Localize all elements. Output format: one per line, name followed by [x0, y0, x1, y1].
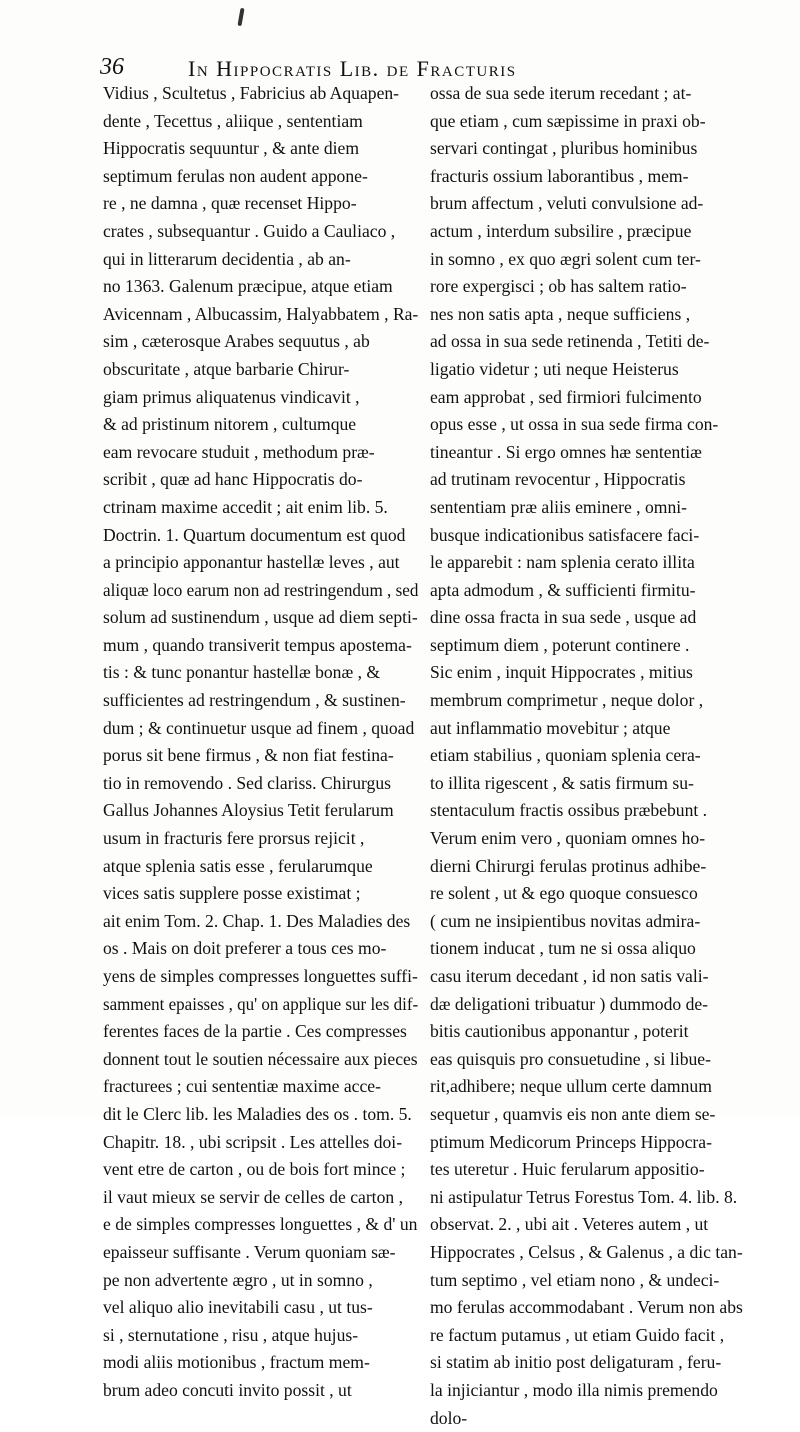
text-line: busque indicationibus satisfacere faci- — [430, 522, 790, 550]
text-line: vel aliquo alio inevitabili casu , ut tus- — [103, 1294, 418, 1322]
text-line: ptimum Medicorum Princeps Hippocra- — [430, 1129, 790, 1157]
text-line: porus sit bene firmus , & non fiat festina- — [103, 742, 418, 770]
text-line: actum , interdum subsilire , præcipue — [430, 218, 790, 246]
text-line: rit,adhibere; neque ullum certe damnum — [430, 1073, 790, 1101]
text-line: re , ne damna , quæ recenset Hippo- — [103, 190, 418, 218]
text-line: septimum diem , poterunt continere . — [430, 632, 790, 660]
text-line: tio in removendo . Sed clariss. Chirurgus — [103, 770, 418, 798]
text-line: la injiciantur , modo illa nimis premendo — [430, 1377, 790, 1405]
text-line: donnent tout le soutien nécessaire aux pieces — [103, 1046, 417, 1074]
text-line: ( cum ne insipientibus novitas admira- — [430, 908, 790, 936]
text-line: Doctrin. 1. Quartum documentum est quod — [103, 522, 418, 550]
text-line: brum affectum , veluti convulsione ad- — [430, 190, 790, 218]
text-line: dit le Clerc lib. les Maladies des os . tom. 5. — [103, 1101, 418, 1129]
text-line: aut inflammatio movebitur ; atque — [430, 715, 790, 743]
text-line: dierni Chirurgi ferulas protinus adhibe- — [430, 853, 790, 881]
text-line: le apparebit : nam splenia cerato illita — [430, 549, 790, 577]
text-line: si statim ab initio post deligaturam , feru- — [430, 1349, 790, 1377]
text-line: casu iterum decedant , id non satis vali- — [430, 963, 790, 991]
text-line: dum ; & continuetur usque ad finem , quoad — [103, 715, 418, 743]
text-line: que etiam , cum sæpissime in praxi ob- — [430, 108, 790, 136]
text-line: atque splenia satis esse , ferularumque — [103, 853, 418, 881]
text-line: ctrinam maxime accedit ; ait enim lib. 5. — [103, 494, 418, 522]
text-line: il vaut mieux se servir de celles de carton , — [103, 1184, 418, 1212]
text-line: eas quisquis pro consuetudine , si libue- — [430, 1046, 790, 1074]
text-line: eam revocare studuit , methodum præ- — [103, 439, 418, 467]
page-number: 36 — [100, 54, 124, 81]
text-line: in somno , ex quo ægri solent cum ter- — [430, 246, 790, 274]
text-line: vent etre de carton , ou de bois fort mince ; — [103, 1156, 418, 1184]
text-line: os . Mais on doit preferer a tous ces mo- — [103, 935, 418, 963]
text-line: re solent , ut & ego quoque consuesco — [430, 880, 790, 908]
text-line: dine ossa fracta in sua sede , usque ad — [430, 604, 790, 632]
text-line: tum septimo , vel etiam nono , & undeci- — [430, 1267, 790, 1295]
page-header — [100, 52, 790, 82]
text-line: a principio apponantur hastellæ leves , aut — [103, 549, 418, 577]
text-line: tes uteretur . Huic ferularum appositio- — [430, 1156, 790, 1184]
text-line: sententiam præ aliis eminere , omni- — [430, 494, 790, 522]
text-line: Gallus Johannes Aloysius Tetit ferularum — [103, 797, 418, 825]
text-line: opus esse , ut ossa in sua sede firma con- — [430, 411, 790, 439]
text-line: apta admodum , & sufficienti firmitu- — [430, 577, 790, 605]
text-line: etiam stabilius , quoniam splenia cera- — [430, 742, 790, 770]
running-title: In Hippocratis Lib. de Fracturis — [188, 56, 517, 82]
text-line: servari contingat , pluribus hominibus — [430, 135, 790, 163]
text-line: observat. 2. , ubi ait . Veteres autem , ut — [430, 1211, 790, 1239]
text-line: dente , Tecettus , aliique , sententiam — [103, 108, 418, 136]
text-line: dolo- — [430, 1405, 790, 1432]
text-line: no 1363. Galenum præcipue, atque etiam — [103, 273, 418, 301]
text-line: tis : & tunc ponantur hastellæ bonæ , & — [103, 659, 418, 687]
text-line: scribit , quæ ad hanc Hippocratis do- — [103, 466, 418, 494]
text-line: obscuritate , atque barbarie Chirur- — [103, 356, 418, 384]
text-line: si , sternutatione , risu , atque hujus- — [103, 1322, 418, 1350]
text-line: sim , cæterosque Arabes sequutus , ab — [103, 328, 418, 356]
text-line: ait enim Tom. 2. Chap. 1. Des Maladies des — [103, 908, 418, 936]
text-line: epaisseur suffisante . Verum quoniam sæ- — [103, 1239, 418, 1267]
text-line: Avicennam , Albucassim, Halyabbatem , Ra- — [103, 301, 417, 329]
text-line: re factum putamus , ut etiam Guido facit , — [430, 1322, 790, 1350]
text-line: sufficientes ad restringendum , & sustinen- — [103, 687, 418, 715]
text-line: septimum ferulas non audent appone- — [103, 163, 418, 191]
text-line: qui in litterarum decidentia , ab an- — [103, 246, 418, 274]
text-line: Sic enim , inquit Hippocrates , mitius — [430, 659, 790, 687]
text-line: tineantur . Si ergo omnes hæ sententiæ — [430, 439, 790, 467]
text-line: nes non satis apta , neque sufficiens , — [430, 301, 790, 329]
ink-mark — [237, 8, 244, 26]
text-line: e de simples compresses longuettes , & d' un — [103, 1211, 418, 1239]
text-line: crates , subsequantur . Guido a Cauliaco , — [103, 218, 418, 246]
text-line: ferentes faces de la partie . Ces compresses — [103, 1018, 418, 1046]
text-line: ad trutinam revocentur , Hippocratis — [430, 466, 790, 494]
text-line: eam approbat , sed firmiori fulcimento — [430, 384, 790, 412]
text-line: aliquæ loco earum non ad restringendum , sed — [103, 577, 409, 605]
text-line: to illita rigescent , & satis firmum su- — [430, 770, 790, 798]
text-line: mum , quando transiverit tempus apostema- — [103, 632, 418, 660]
text-line: vices satis supplere posse existimat ; — [103, 880, 418, 908]
text-line: Chapitr. 18. , ubi scripsit . Les attelles doi- — [103, 1129, 418, 1157]
text-line: sequetur , quamvis eis non ante diem se- — [430, 1101, 790, 1129]
text-line: modi aliis motionibus , fractum mem- — [103, 1349, 418, 1377]
text-line: yens de simples compresses longuettes suffi- — [103, 963, 417, 991]
text-line: Verum enim vero , quoniam omnes ho- — [430, 825, 790, 853]
text-line: usum in fracturis fere prorsus rejicit , — [103, 825, 418, 853]
text-line: Hippocrates , Celsus , & Galenus , a dic tan- — [430, 1239, 790, 1267]
left-text-column — [103, 80, 418, 1405]
text-line: ligatio videtur ; uti neque Heisterus — [430, 356, 790, 384]
text-line: giam primus aliquatenus vindicavit , — [103, 384, 418, 412]
text-line: pe non advertente ægro , ut in somno , — [103, 1267, 418, 1295]
text-line: ni astipulatur Tetrus Forestus Tom. 4. lib. 8. — [430, 1184, 790, 1212]
text-line: Hippocratis sequuntur , & ante diem — [103, 135, 418, 163]
text-line: bitis cautionibus apponantur , poterit — [430, 1018, 790, 1046]
text-line: mo ferulas accommodabant . Verum non abs — [430, 1294, 790, 1322]
text-line: Vidius , Scultetus , Fabricius ab Aquapen- — [103, 80, 418, 108]
text-line: tionem inducat , tum ne si ossa aliquo — [430, 935, 790, 963]
text-line: brum adeo concuti invito possit , ut — [103, 1377, 418, 1405]
right-text-column — [430, 80, 790, 1432]
text-line: solum ad sustinendum , usque ad diem septi- — [103, 604, 417, 632]
text-line: dæ deligationi tribuatur ) dummodo de- — [430, 991, 790, 1019]
text-line: rore expergisci ; ob has saltem ratio- — [430, 273, 790, 301]
text-line: ad ossa in sua sede retinenda , Tetiti de- — [430, 328, 790, 356]
text-line: fracturees ; cui sententiæ maxime acce- — [103, 1073, 418, 1101]
text-line: & ad pristinum nitorem , cultumque — [103, 411, 418, 439]
text-line: membrum comprimetur , neque dolor , — [430, 687, 790, 715]
text-line: samment epaisses , qu' on applique sur les dif- — [103, 991, 407, 1019]
text-line: fracturis ossium laborantibus , mem- — [430, 163, 790, 191]
text-line: stentaculum fractis ossibus præbebunt . — [430, 797, 790, 825]
text-line: ossa de sua sede iterum recedant ; at- — [430, 80, 790, 108]
